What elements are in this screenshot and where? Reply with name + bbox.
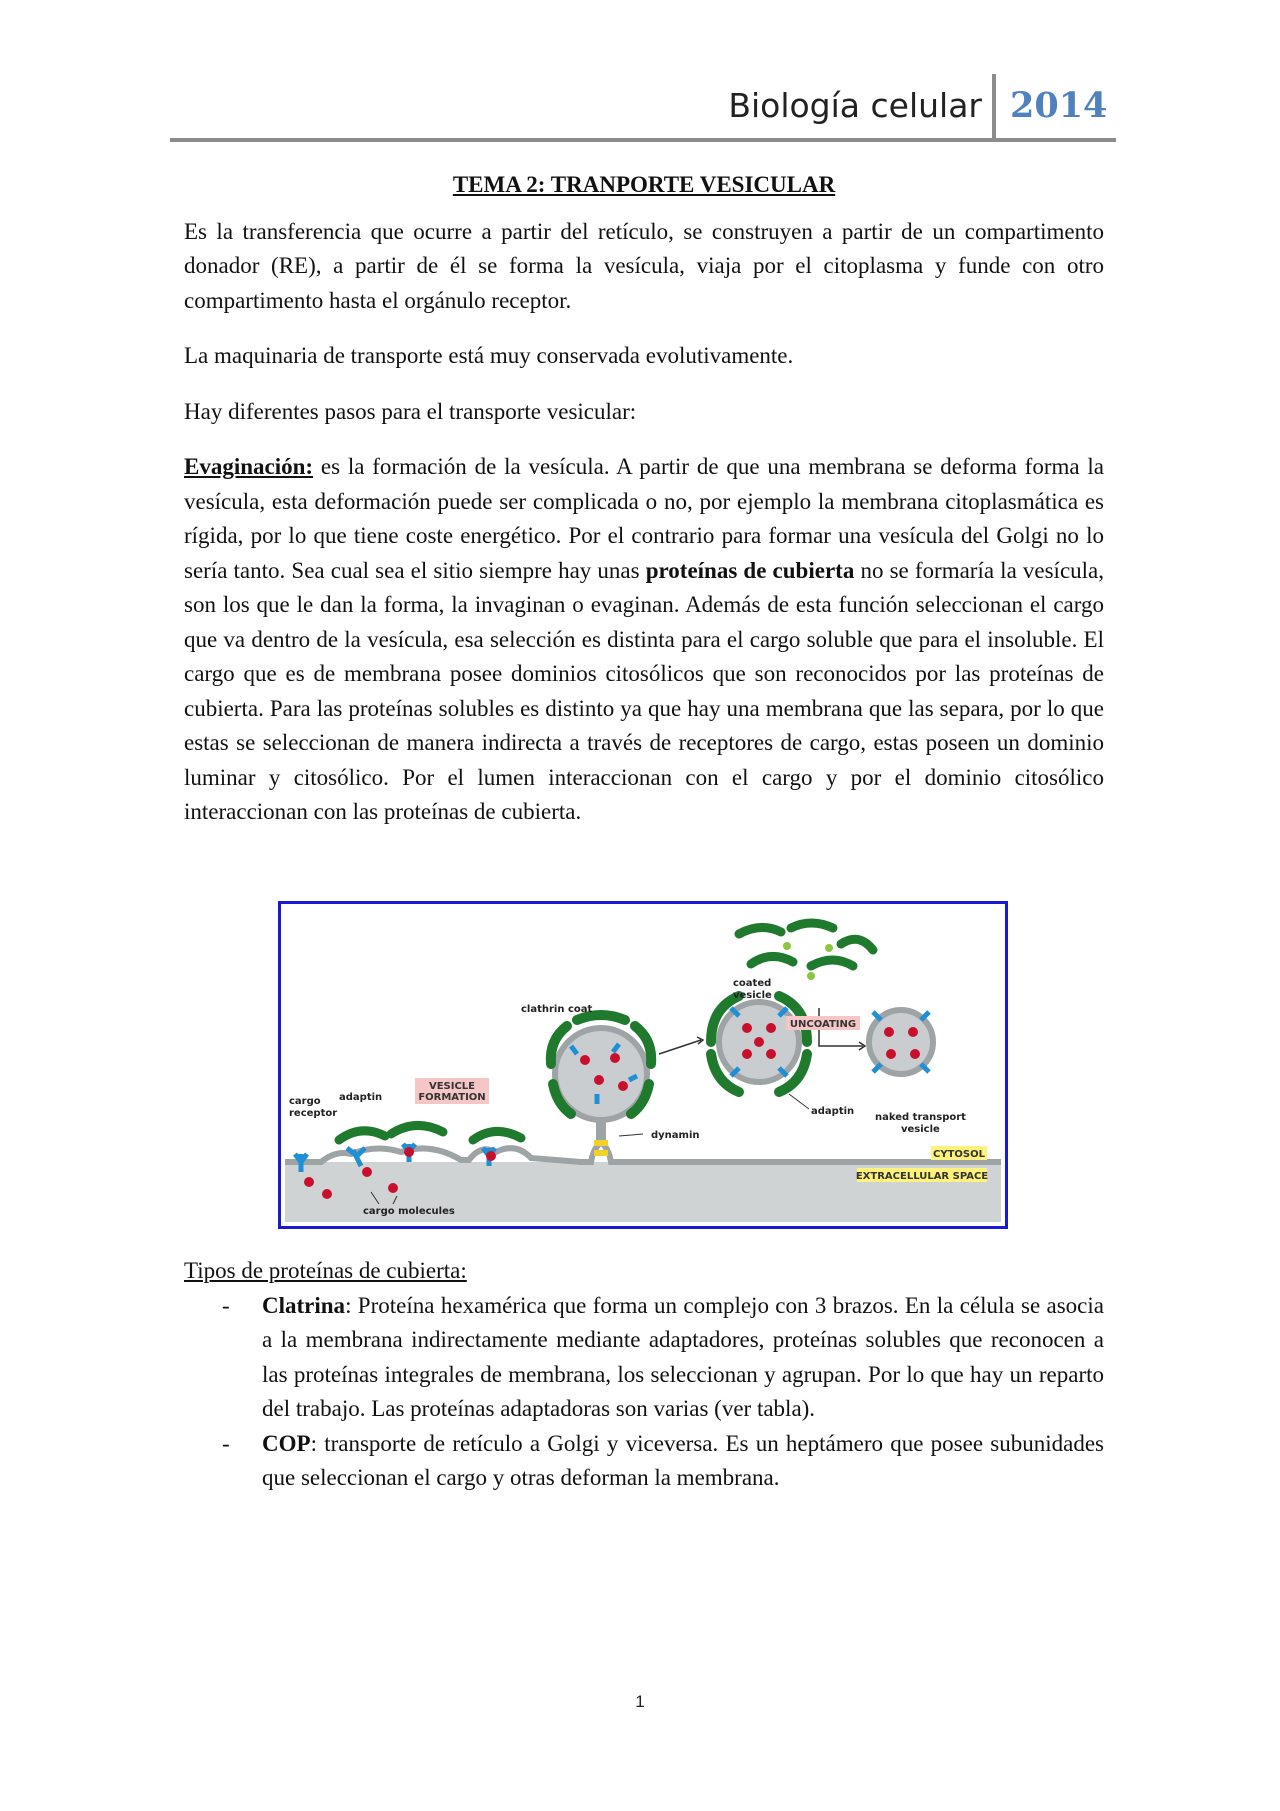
type-item-cop xyxy=(184,1427,1104,1496)
header-title: Biología celular xyxy=(728,86,982,125)
vesicle-formation-figure xyxy=(278,901,1008,1229)
figure-illustration xyxy=(281,904,1005,1226)
label-cargo-receptor-2: receptor xyxy=(289,1108,338,1119)
header-year: 2014 xyxy=(1010,85,1108,126)
label-clathrin-coat: clathrin coat xyxy=(521,1004,593,1015)
label-coated-vesicle-2: vesicle xyxy=(733,990,772,1001)
label-coated-vesicle-1: coated xyxy=(733,978,772,989)
label-dynamin: dynamin xyxy=(651,1130,700,1141)
bullet-dash: - xyxy=(222,1430,230,1456)
label-adaptin-left: adaptin xyxy=(339,1092,383,1103)
coated-vesicle xyxy=(711,996,807,1092)
coat-arc-1 xyxy=(339,1131,385,1140)
label-extracellular: EXTRACELLULAR SPACE xyxy=(855,1171,989,1182)
evaginacion-text-a: es la formación de la vesícula. A partir de que una membrana se deforma forma la vesícula, esta deformación puede ser complicada o no, por ejemplo la membrana citoplasmática es rígida, por lo que tiene coste energético. Por el contrario para formar una vesícula del Golgi no lo sería tanto. Sea cual sea el sitio siempre hay unas xyxy=(184,454,1104,583)
label-uncoating: UNCOATING xyxy=(789,1019,857,1030)
paragraph-steps: Hay diferentes pasos para el transporte vesicular: xyxy=(184,398,637,424)
naked-transport-vesicle xyxy=(869,1010,933,1074)
bullet-dash: - xyxy=(222,1292,230,1318)
label-cargo-receptor-1: cargo xyxy=(289,1096,321,1107)
proteinas-cubierta-term: proteínas de cubierta xyxy=(645,557,855,583)
released-coat-pieces xyxy=(739,923,873,980)
paragraph-intro: Es la transferencia que ocurre a partir del retículo, se construyen a partir de un compartimento donador (RE), a partir de él se forma la vesícula, viaja por el citoplasma y funde con otro compartimento hasta el orgánulo receptor. xyxy=(184,218,1104,313)
label-cargo-molecules: cargo molecules xyxy=(363,1206,455,1217)
page-number: 1 xyxy=(635,1692,645,1711)
coat-arc-3 xyxy=(473,1131,521,1140)
evaginacion-label: Evaginación: xyxy=(184,454,314,479)
label-naked-vesicle-2: vesicle xyxy=(901,1124,940,1135)
coat-protein-types xyxy=(184,1254,1104,1496)
type-description: : Proteína hexamérica que forma un complejo con 3 brazos. En la célula se asocia a la membrana indirectamente mediante adaptadores, proteínas solubles que reconocen a las proteínas integrales de membrana, los seleccionan y agrupan. Por lo que hay un reparto del trabajo. Las proteínas adaptadoras son varias (ver tabla). xyxy=(262,1292,1104,1421)
type-name: Clatrina xyxy=(262,1292,346,1318)
paragraph-evaginacion xyxy=(184,450,1104,830)
paragraph-conserved: La maquinaria de transporte está muy conservada evolutivamente. xyxy=(184,343,794,368)
header-separator xyxy=(992,74,996,142)
label-vesicle-formation-1: VESICLE xyxy=(428,1081,476,1092)
page-header xyxy=(170,74,1116,144)
types-title: Tipos de proteínas de cubierta: xyxy=(184,1258,467,1283)
coat-arc-2 xyxy=(391,1125,443,1134)
document-title: TEMA 2: TRANPORTE VESICULAR xyxy=(452,172,836,197)
type-name: COP xyxy=(262,1430,311,1456)
type-description: : transporte de retículo a Golgi y viceversa. Es un heptámero que posee subunidades que seleccionan el cargo y otras deforman la membrana. xyxy=(262,1430,1104,1490)
type-item-clatrina xyxy=(184,1289,1104,1427)
label-naked-vesicle-1: naked transport xyxy=(875,1112,966,1123)
label-adaptin-right: adaptin xyxy=(811,1106,855,1117)
main-content xyxy=(184,168,1104,851)
label-vesicle-formation-2: FORMATION xyxy=(418,1092,486,1103)
evaginacion-text-b: no se formaría la vesícula, son los que le dan la forma, la invaginan o evaginan. Además de esta función seleccionan el cargo que va dentro de la vesícula, esa selección es distinta para el cargo soluble que para el insoluble. El cargo que es de membrana posee dominios citosólicos que son reconocidos por las proteínas de cubierta. Para las proteínas solubles es distinto ya que hay una membrana que las separa, por lo que estas se seleccionan de manera indirecta a través de receptores de cargo, estas poseen un dominio luminar y citosólico. Por el lumen interaccionan con el cargo y por el dominio citosólico interaccionan con las proteínas de cubierta. xyxy=(184,557,1105,824)
header-rule xyxy=(170,138,1116,142)
label-cytosol: CYTOSOL xyxy=(933,1149,985,1160)
